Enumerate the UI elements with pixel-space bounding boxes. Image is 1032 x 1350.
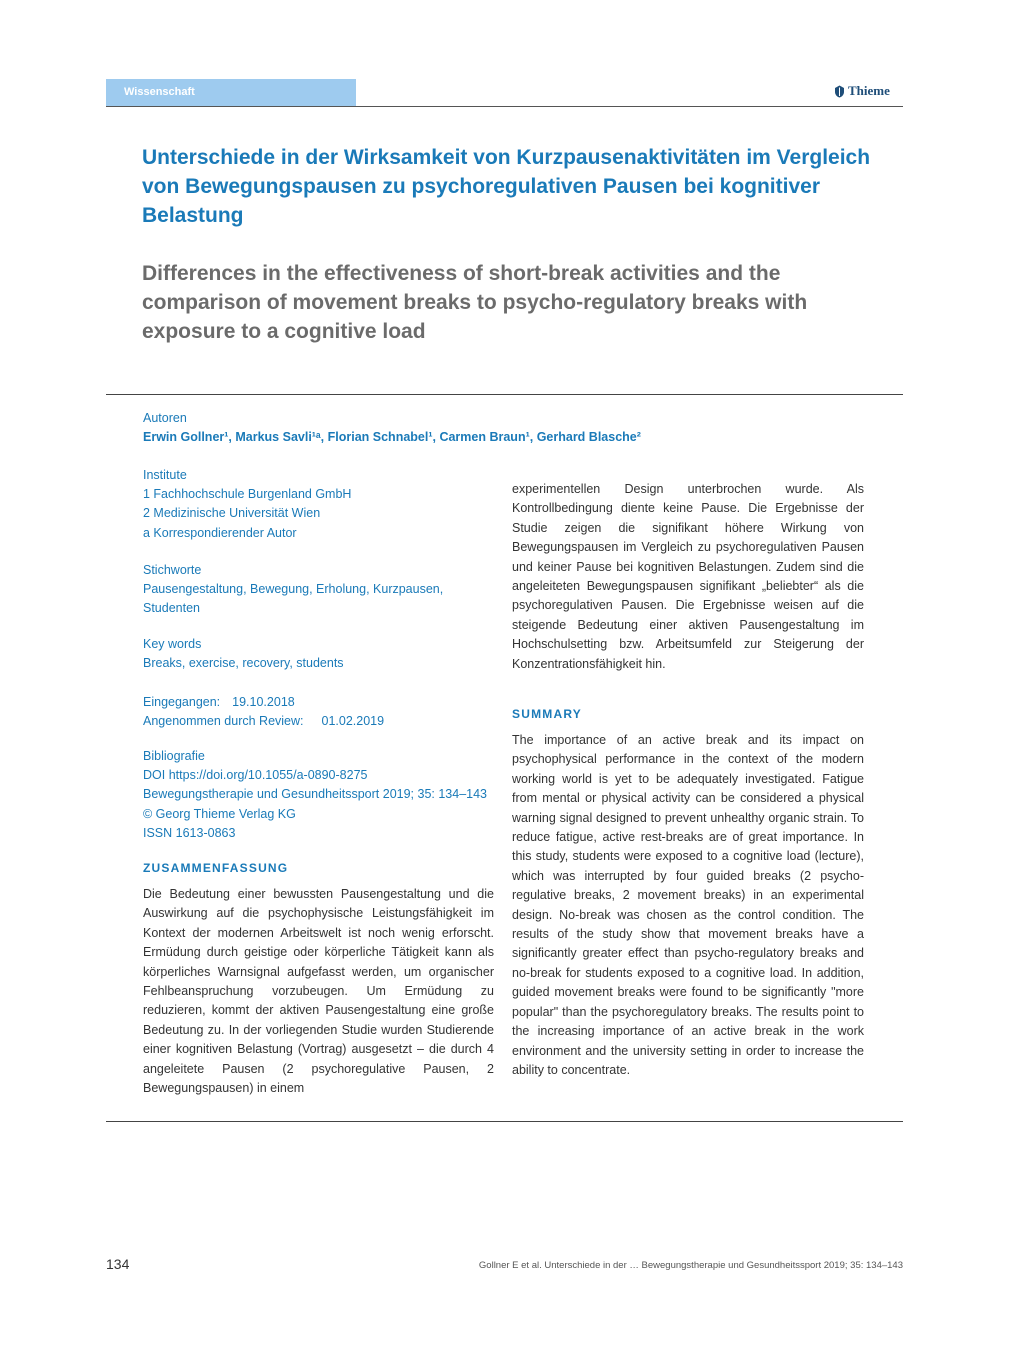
keywords-de-block <box>143 561 443 619</box>
publisher-logo <box>834 83 890 99</box>
institutes-block <box>143 466 351 543</box>
doi-link[interactable]: https://doi.org/10.1055/a-0890-8275 <box>168 768 368 783</box>
keywords-en-label: Key words <box>143 637 202 651</box>
accepted-date: 01.02.2019 <box>321 714 385 729</box>
institutes-label: Institute <box>143 468 187 482</box>
copyright: © Georg Thieme Verlag KG <box>143 806 296 821</box>
title-german: Unterschiede in der Wirksamkeit von Kurzpausenaktivitäten im Vergleich von Bewegungspausen zu psychoregulativen Pausen bei kognitiver Belastung <box>142 146 871 227</box>
header-divider <box>106 106 903 107</box>
zusammenfassung-text-left: Die Bedeutung einer bewussten Pausengestaltung und die Auswirkung auf die psychophysische Leistungsfähigkeit im Kontext der modernen Arbeitswelt ist noch wenig erforscht. Ermüdung durch geistige oder körperliche Tätigkeit kann als körperliches Warnsignal aufgefasst werden, um organischer Fehlbeanspruchung vorzubeugen. Um Ermüdung zu reduzieren, kommt der aktiven Pausengestaltung eine große Bedeutung zu. In der vorliegenden Studie wurden Studierende einer kognitiven Belastung (Vortrag) ausgesetzt – die durch 4 angeleitete Pausen (2 psychoregulative Pausen, 2 Bewegungspausen) in einem <box>143 887 494 1096</box>
summary-heading: SUMMARY <box>512 707 582 721</box>
abstract-top-divider <box>106 394 903 395</box>
institute-item: 1 Fachhochschule Burgenland GmbH <box>143 487 352 502</box>
zusammenfassung-text-right: experimentellen Design unterbrochen wurde. Als Kontrollbedingung diente keine Pause. Die Ergebnisse der Studie zeigen die signifikant höhere Wirkung von Bewegungspausen im Vergleich zu psychoregulativen Pausen und keiner Pause bei kognitiven Belastungen. Zudem sind die angeleiteten Bewegungspausen signifikant „beliebter“ als die psychoregulativen Pausen. Die Ergebnisse weisen auf die steigende Bedeutung einer aktiven Pausengestaltung im Hochschulsetting bzw. Arbeitsumfeld zur Steigerung der Konzentrationsfähigkeit hin. <box>512 482 864 671</box>
keywords-en: Breaks, exercise, recovery, students <box>143 656 344 671</box>
authors-list: Erwin Gollner¹, Markus Savli¹ᵃ, Florian Schnabel¹, Carmen Braun¹, Gerhard Blasche² <box>143 430 641 445</box>
zusammenfassung-heading: ZUSAMMENFASSUNG <box>143 861 289 875</box>
bibliography-block <box>143 747 487 843</box>
doi-label: DOI <box>143 768 166 783</box>
thieme-emblem-icon <box>834 85 845 98</box>
abstract-bottom-divider <box>106 1121 903 1122</box>
keywords-en-block <box>143 635 344 673</box>
issn: ISSN 1613-0863 <box>143 825 236 840</box>
keywords-de-label: Stichworte <box>143 563 202 577</box>
bibliography-label: Bibliografie <box>143 749 205 763</box>
doi-line <box>143 766 487 785</box>
received-date: 19.10.2018 <box>232 695 295 709</box>
institute-item: 2 Medizinische Universität Wien <box>143 506 321 521</box>
institute-item: a Korrespondierender Autor <box>143 525 297 540</box>
publisher-name: Thieme <box>848 83 890 98</box>
dates-block <box>143 693 384 731</box>
page-number: 134 <box>106 1256 130 1272</box>
keywords-de: Studenten <box>143 601 200 616</box>
title-english: Differences in the effectiveness of short-break activities and the comparison of movement breaks to psycho-regulatory breaks with exposure to a cognitive load <box>142 262 808 343</box>
footer-citation: Gollner E et al. Unterschiede in der … Bewegungstherapie und Gesundheitssport 2019; 35: 134–143 <box>478 1260 903 1271</box>
authors-block <box>143 409 641 447</box>
accepted-label: Angenommen durch Review: <box>143 714 304 729</box>
authors-label: Autoren <box>143 411 187 425</box>
journal-citation: Bewegungstherapie und Gesundheitssport 2019; 35: 134–143 <box>143 787 488 802</box>
keywords-de: Pausengestaltung, Bewegung, Erholung, Kurzpausen, <box>143 582 444 597</box>
received-label: Eingegangen: <box>143 695 221 709</box>
summary-text: The importance of an active break and its impact on psychophysical performance in the context of the modern working world is yet to be adequately investigated. Fatigue from mental or physical activity can be considered a physical warning signal designed to prevent unhealthy organic strain. To reduce fatigue, active rest-breaks are of great importance. In this study, students were exposed to a cognitive load (lecture), which was interrupted by four guided breaks (2 psycho-regulative breaks, 2 movement breaks) in an experimental design. No-break was chosen as the control condition. The results of the study show that movement breaks have a significantly greater effect than psycho-regulatory breaks and no-break for students exposed to a cognitive load. In addition, guided movement breaks were found to be significantly "more popular" than the psychoregulatory breaks. The results point to the increasing importance of an active break in the work environment and the university setting in order to increase the ability to concentrate. <box>512 733 864 1077</box>
section-tag: Wissenschaft <box>106 79 356 106</box>
